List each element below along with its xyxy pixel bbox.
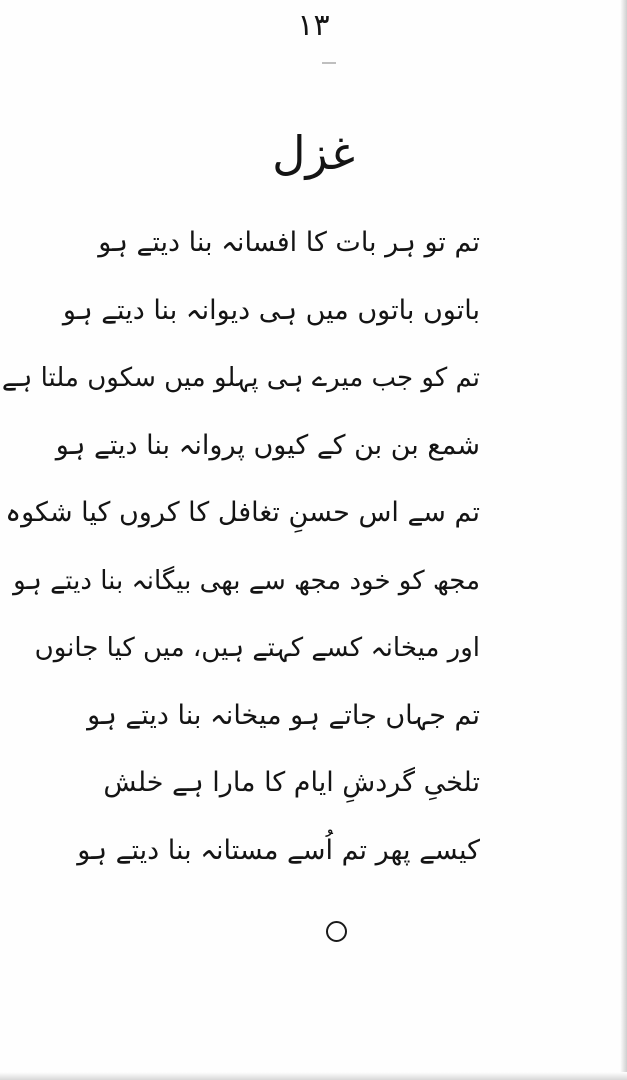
- page-number-rule: [322, 62, 336, 64]
- verse-line-1: تم تو ہر بات کا افسانہ بنا دیتے ہو: [98, 227, 480, 258]
- end-circle-ornament: [326, 921, 347, 942]
- page-number: ۱۳: [297, 8, 330, 43]
- verse-line-9: تلخیِ گردشِ ایام کا مارا ہے خلش: [103, 767, 480, 798]
- verse-line-7: اور میخانہ کسے کہتے ہیں، میں کیا جانوں: [34, 633, 480, 663]
- verse-line-2: باتوں باتوں میں ہی دیوانہ بنا دیتے ہو: [62, 294, 480, 326]
- ghazal-title: غزل: [272, 126, 355, 180]
- page-edge-right: [620, 0, 627, 1080]
- verse-line-4: شمع بن بن کے کیوں پروانہ بنا دیتے ہو: [55, 429, 480, 461]
- page-edge-bottom: [0, 1072, 627, 1080]
- verse-line-5: تم سے اس حسنِ تغافل کا کروں کیا شکوہ: [5, 497, 480, 528]
- verse-line-3: تم کو جب میرے ہی پہلو میں سکوں ملتا ہے: [1, 363, 480, 393]
- verse-line-10: کیسے پھر تم اُسے مستانہ بنا دیتے ہو: [77, 834, 480, 866]
- ghazal-verses: [1, 218, 480, 893]
- verse-line-8: تم جہاں جاتے ہو میخانہ بنا دیتے ہو: [87, 699, 480, 731]
- verse-line-6: مجھ کو خود مجھ سے بھی بیگانہ بنا دیتے ہو: [13, 565, 480, 596]
